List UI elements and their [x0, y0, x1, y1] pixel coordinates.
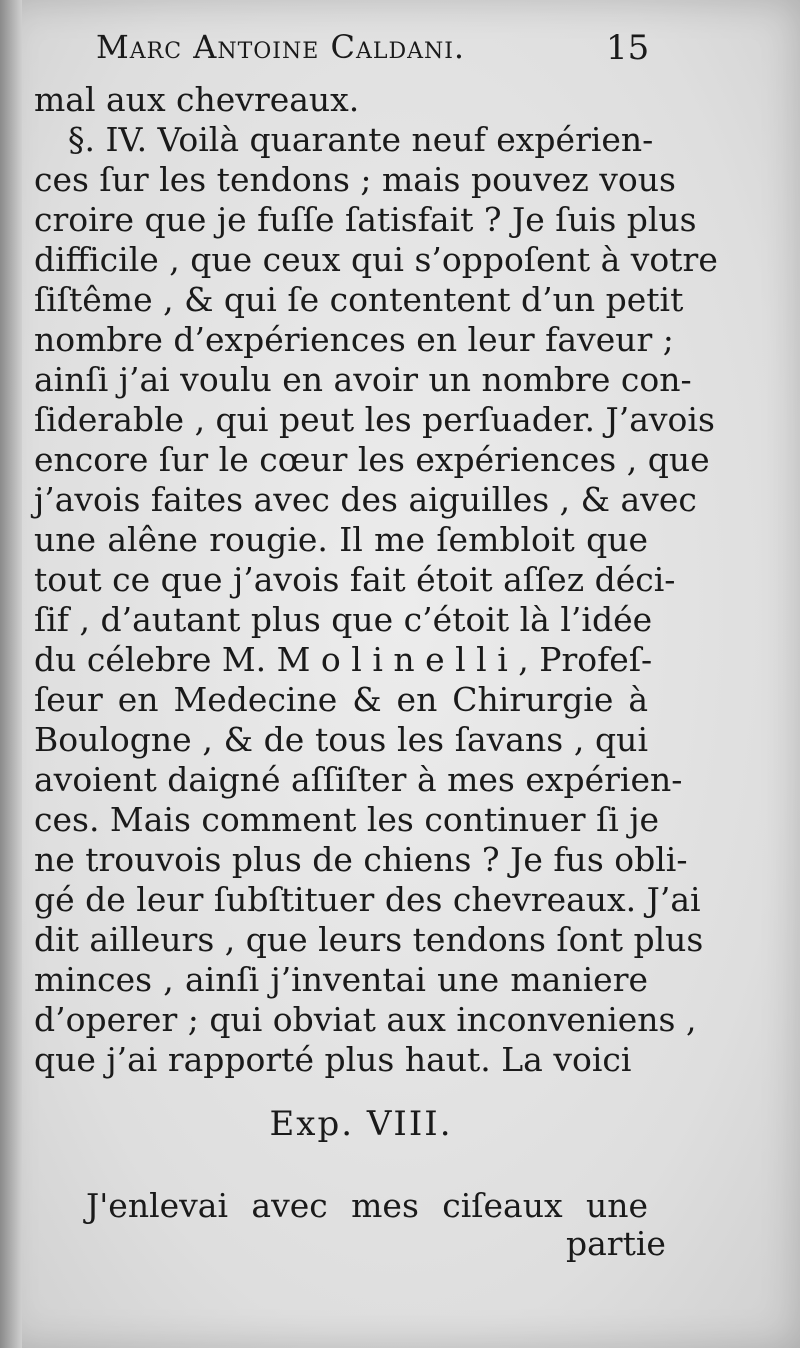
- text-line: Boulogne , & de tous les ſavans , qui: [34, 720, 648, 759]
- text-line: du célebre M. M o l i n e l l i , Profeſ-: [34, 640, 653, 679]
- text-line: ne trouvois plus de chiens ? Je fus obli-: [34, 840, 688, 879]
- text-line: tout ce que j’avois fait étoit aſſez déci-: [34, 560, 676, 599]
- text-line: gé de leur ſubſtituer des chevreaux. J’ai: [34, 880, 701, 919]
- text-line: croire que je fuſſe ſatisfait ? Je ſuis plus: [34, 200, 697, 239]
- text-line: dit ailleurs , que leurs tendons ſont plus: [34, 920, 704, 959]
- text-line: nombre d’expériences en leur faveur ;: [34, 320, 674, 359]
- text-line: ſiderable , qui peut les perſuader. J’avois: [34, 400, 715, 439]
- section-heading: [0, 1104, 800, 1144]
- page-gutter: [0, 0, 22, 1348]
- text-line: §. IV. Voilà quarante neuf expérien-: [68, 120, 654, 159]
- text-line: difficile , que ceux qui s’oppoſent à votre: [34, 240, 718, 279]
- text-line: J'enlevai avec mes ciſeaux une: [86, 1186, 648, 1225]
- text-line: encore ſur le cœur les expériences , que: [34, 440, 710, 479]
- text-line: minces , ainſi j’inventai une maniere: [34, 960, 648, 999]
- catchword: partie: [566, 1224, 666, 1263]
- text-line: que j’ai rapporté plus haut. La voici: [34, 1040, 632, 1079]
- text-line: ainſi j’ai voulu en avoir un nombre con-: [34, 360, 692, 399]
- running-head: Marc Antoine Caldani.: [96, 28, 466, 66]
- text-line: une alêne rougie. Il me ſembloit que: [34, 520, 648, 559]
- text-line: j’avois faites avec des aiguilles , & avec: [34, 480, 697, 519]
- text-line: ſif , d’autant plus que c’étoit là l’idée: [34, 600, 653, 639]
- text-line: avoient daigné aſſiſter à mes expérien-: [34, 760, 683, 799]
- text-line: ſeur en Medecine & en Chirurgie à: [34, 680, 648, 719]
- page-number: 15: [606, 28, 650, 68]
- text-line: d’operer ; qui obviat aux inconveniens ,: [34, 1000, 697, 1039]
- section-heading-text: Exp. VIII.: [269, 1104, 453, 1144]
- text-line: ces. Mais comment les continuer ſi je: [34, 800, 660, 839]
- text-line: ſiſtême , & qui ſe contentent d’un petit: [34, 280, 684, 319]
- text-line: mal aux chevreaux.: [34, 80, 360, 119]
- text-line: ces ſur les tendons ; mais pouvez vous: [34, 160, 676, 199]
